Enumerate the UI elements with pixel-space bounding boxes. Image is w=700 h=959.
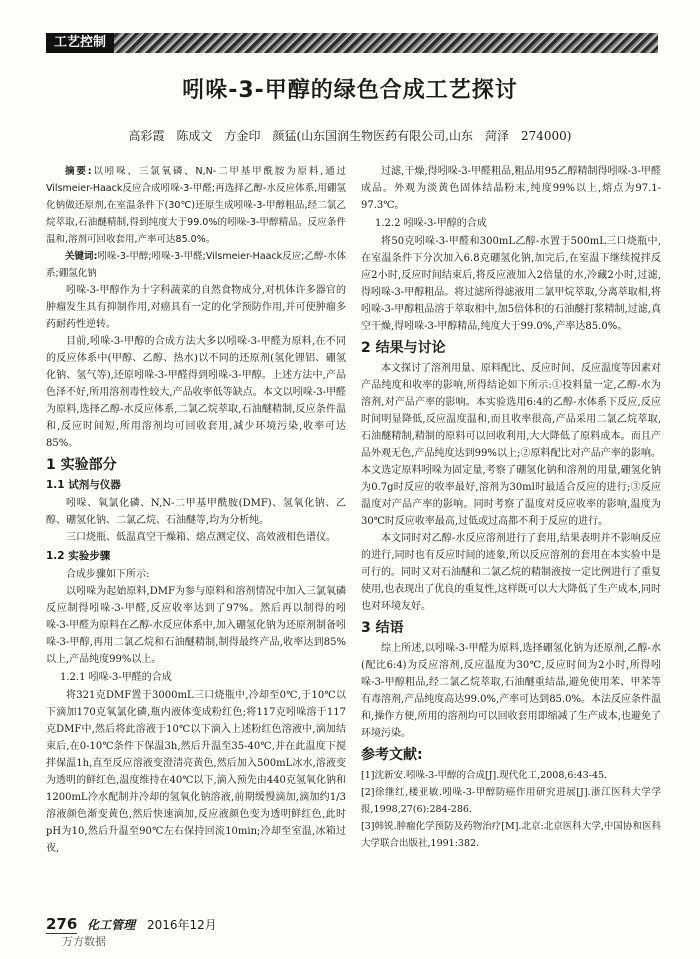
reference-item: [3]韩锐.肿瘤化学预防及药物治疗[M].北京:北京医科大学,中国协和医科大学联合出版社,1991:382. <box>361 821 661 849</box>
right-column <box>361 163 661 852</box>
abstract-text: 以吲哚、三氯氧磷、N,N-二甲基甲酰胺为原料,通过Vilsmeier-Haack反应合成吲哚-3-甲醛;再选择乙醇-水反应体系,用硼氢化钠做还原剂,在室温条件下(30℃)还原生成吲哚-3-甲醇粗品,经二氯乙烷萃取,石油醚精制,得到纯度大于99.0%的吲哚-3-甲醇精品。反应条件温和,溶剂可回收套用,产率可达85.0%。 <box>46 166 346 245</box>
heading-1-2-2: 1.2.2 吲哚-3-甲醇的合成 <box>375 218 487 229</box>
steps-intro: 合成步骤如下所示: <box>66 569 150 580</box>
left-column <box>46 163 346 857</box>
heading-steps: 1.2 实验步骤 <box>46 550 111 562</box>
keywords-label: 关键词: <box>65 251 98 262</box>
steps-paragraph: 以吲哚为起始原料,DMF为参与原料和溶剂情况中加入三氯氧磷反应制得吲哚-3-甲醛,反应收率达到了97%。然后再以制得的吲哚-3-甲醛为原料在乙醇-水反应体系中,加入硼氢化钠为还原剂制备吲哚-3-甲醇,再用二氯乙烷和石油醚精制,制得最终产品,收率达到85%以上,产品纯度99%以上。 <box>46 586 346 665</box>
reference-item: [2]徐继红,楼亚敏.吲哚-3-甲醇防癌作用研究进展[J].浙江医科大学学报,1998,27(6):284-286. <box>361 787 661 815</box>
abstract <box>46 163 346 248</box>
instruments-text: 三口烧瓶、低温真空干燥箱、熔点测定仪、高效液相色谱仪。 <box>66 532 336 543</box>
keywords <box>46 248 346 282</box>
reagents-text: 吲哚、氧氯化磷、N,N-二甲基甲酰胺(DMF)、氢氧化钠、乙醇、硼氢化钠、二氯乙烷、石油醚等,均为分析纯。 <box>46 498 346 526</box>
intro-paragraph-2: 目前,吲哚-3-甲醇的合成方法大多以吲哚-3-甲醛为原料,在不同的反应体系中(甲醇、乙醇、热水)以不同的还原剂(氢化锂铝、硼氢化钠、氢气等),还原吲哚-3-甲醛得到吲哚-3-甲醇。上述方法中,产品色泽不好,所用溶剂毒性较大,产品收率低等缺点。本文以吲哚-3-甲醛为原料,选择乙醇-水反应体系,二氯乙烷萃取,石油醚精制,反应条件温和,反应时间短,所用溶剂均可回收套用,减少环境污染,收率可达85%。 <box>46 336 346 449</box>
paragraph-continued: 过滤,干燥,得吲哚-3-甲醛粗品,粗品用95乙醇精制得吲哚-3-甲醛成品。外观为淡黄色固体结晶粉末,纯度99%以上,熔点为97.1-97.3℃。 <box>361 166 661 211</box>
results-paragraph-2: 本文同时对乙醇-水反应溶剂进行了套用,结果表明并不影响反应的进行,同时也有反应时间的迹象,所以反应溶剂的套用在本实验中是可行的。同时又对石油醚和二氯乙烷的精制液按一定比例进行了重复使用,也表现出了优良的重复性,这样既可以大大降低了生产成本,同时也对环境友好。 <box>361 533 661 612</box>
paragraph-1-2-1: 将321克DMF置于3000mL三口烧瓶中,冷却至0℃,于10℃以下滴加170克氧氯化磷,瓶内液体变成粉红色;将117克吲哚溶于117克DMF中,然后将此溶液于10℃以下滴入上述粉红色溶液中,滴加结束后,在0-10℃条件下保温3h,然后升温至35-40℃,并在此温度下搅拌保温1h,直至反应溶液变澄清亮黄色,然后加入500mL冰水,溶液变为透明的鲜红色,温度维持在40℃以下,滴入预先由440克氢氧化钠和1200mL冷水配制并冷却的氢氧化钠溶液,前期缓慢滴加,滴加约1/3溶液颜色渐变黄色,然后快速滴加,反应液颜色变为透明鲜红色,此时pH为10,然后升温至90℃左右保持回流10min;冷却至室温,冰箱过夜, <box>46 690 346 854</box>
reference-item: [1]沈新安.吲哚-3-甲醇的合成[J].现代化工,2008,6:43-45. <box>361 770 608 781</box>
watermark: 万方数据 <box>62 935 106 948</box>
heading-conclusion: 3 结语 <box>361 620 404 636</box>
article-title: 吲哚-3-甲醇的绿色合成工艺探讨 <box>182 78 518 103</box>
heading-experiment: 1 实验部分 <box>46 457 117 473</box>
heading-references: 参考文献: <box>361 747 423 763</box>
abstract-label: 摘要: <box>65 166 92 177</box>
authors-affiliation: 高彩霞 陈成文 方金印 颜猛(山东国润生物医药有限公司,山东 菏泽 274000) <box>128 129 572 143</box>
section-header-band <box>46 33 658 53</box>
heading-results: 2 结果与讨论 <box>361 340 446 356</box>
keywords-text: 吲哚-3-甲醇;吲哚-3-甲醛;Vilsmeier-Haack反应;乙醇-水体系;硼氢化钠 <box>46 251 346 279</box>
conclusion-paragraph: 综上所述,以吲哚-3-甲醛为原料,选择硼氢化钠为还原剂,乙醇-水(配比6:4)为反应溶剂,反应温度为30℃,反应时间为2小时,所得吲哚-3-甲醇粗品,经二氯乙烷萃取,石油醚重结晶,避免使用苯、甲苯等有毒溶剂,产品纯度高达99.0%,产率可达到85.0%。本法反应条件温和,操作方便,所用的溶剂均可以回收套用即缩减了生产成本,也避免了环境污染。 <box>361 643 661 739</box>
section-label: 工艺控制 <box>46 33 114 53</box>
page-footer <box>46 915 217 934</box>
page-number: 276 <box>46 915 78 933</box>
heading-reagents: 1.1 试剂与仪器 <box>46 479 121 491</box>
issue-date: 2016年12月 <box>146 918 217 932</box>
intro-paragraph-1: 吲哚-3-甲醇作为十字科蔬菜的自然食物成分,对机体许多器官的肿瘤发生具有抑制作用,对癌具有一定的化学预防作用,并可使肿瘤多药耐药性逆转。 <box>46 285 346 330</box>
results-paragraph-1: 本文探讨了溶剂用量、原料配比、反应时间、反应温度等因素对产品纯度和收率的影响,所得结论如下所示:①投料量一定,乙醇-水为溶剂,对产品产率的影响。本实验选用6:4的乙醇-水体系下反应,反应时间明显降低,反应温度温和,而且收率很高,产品采用二氯乙烷萃取,石油醚精制,精制的原料可以回收利用,大大降低了原料成本。而且产品外观无色,产品纯度达到99%以上;②原料配比对产品产率的影响。本文选定原料吲哚为固定量,考察了硼氢化钠和溶剂的用量,硼氢化钠为0.7g时反应的收率最好,溶剂为30ml时最适合反应的进行;③反应温度对产品产率的影响。同时考察了温度对反应收率的影响,温度为30℃时反应收率最高,过低或过高都不利于反应的进行。 <box>361 363 661 527</box>
heading-1-2-1: 1.2.1 吲哚-3-甲醛的合成 <box>60 672 172 683</box>
journal-name: 化工管理 <box>87 918 136 932</box>
paragraph-1-2-2: 将50克吲哚-3-甲醛和300mL乙醇-水置于500mL三口烧瓶中,在室温条件下分次加入6.8克硼氢化钠,加完后,在室温下继续搅拌反应2小时,反应时间结束后,将反应液加入2倍量的水,冷藏2小时,过滤,得吲哚-3-甲醇粗品。将过滤所得滤液用二氯甲烷萃取,分离萃取相,将吲哚-3-甲醇粗品溶于萃取相中,加5倍体积的石油醚打浆精制,过滤,真空干燥,得吲哚-3-甲醇精品,纯度大于99.0%,产率达85.0%。 <box>361 236 661 332</box>
